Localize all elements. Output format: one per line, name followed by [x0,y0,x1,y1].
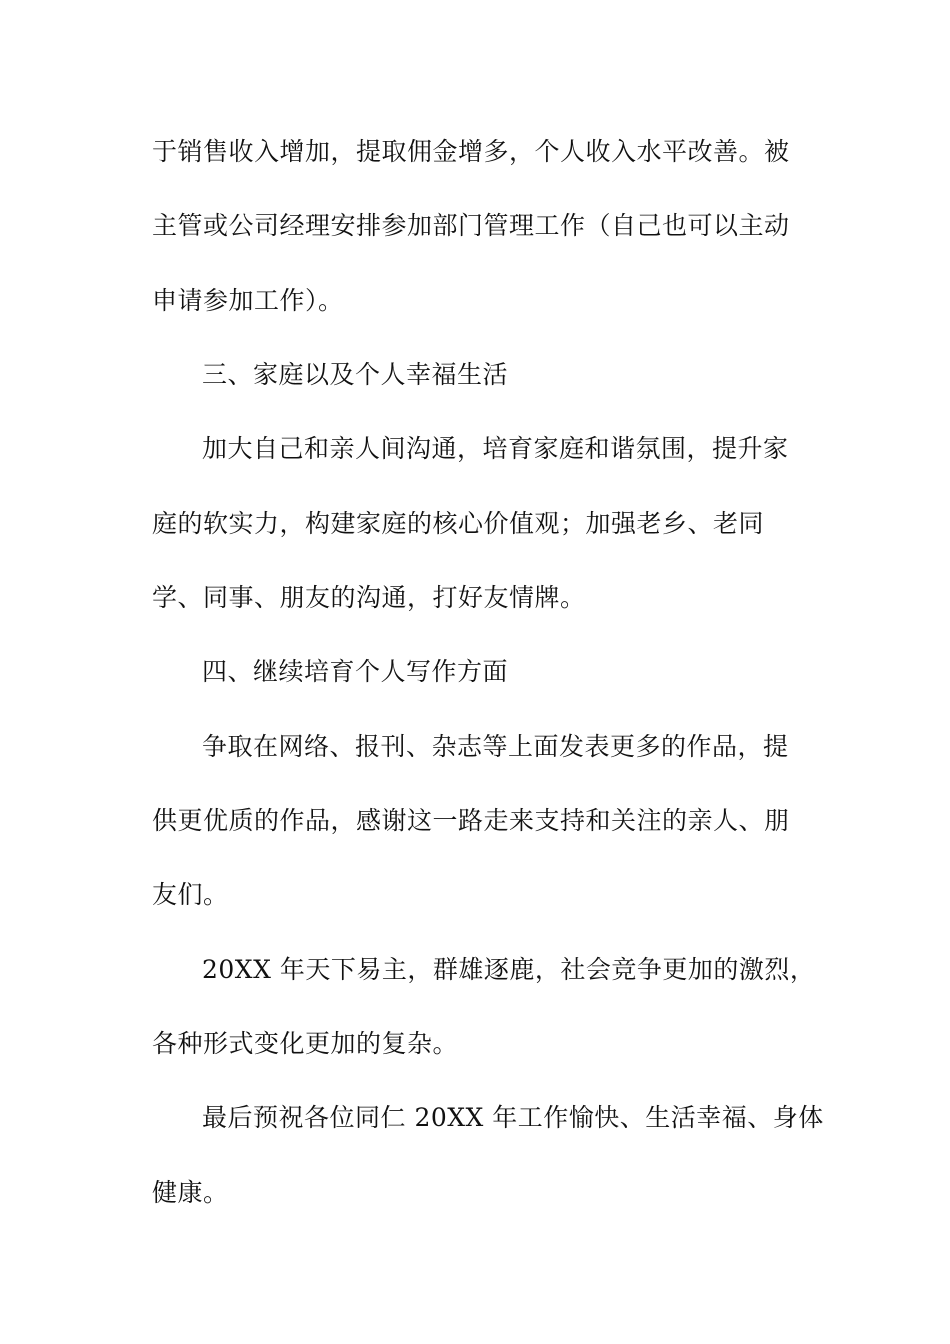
body-text-line: 供更优质的作品，感谢这一路走来支持和关注的亲人、朋 [152,806,790,835]
body-text-line: 各种形式变化更加的复杂。 [152,1029,459,1058]
body-text-line: 20XX 年天下易主，群雄逐鹿，社会竞争更加的激烈， [202,955,816,984]
body-text-line: 申请参加工作）。 [152,286,344,315]
section-heading: 四、继续培育个人写作方面 [202,657,509,686]
body-text-line: 争取在网络、报刊、杂志等上面发表更多的作品，提 [202,732,789,761]
body-text-line: 加大自己和亲人间沟通，培育家庭和谐氛围，提升家 [202,434,789,463]
section-heading: 三、家庭以及个人幸福生活 [202,360,509,389]
body-text-line: 学、同事、朋友的沟通，打好友情牌。 [152,583,586,612]
body-text-line: 友们。 [152,880,229,909]
body-text-line: 最后预祝各位同仁 20XX 年工作愉快、生活幸福、身体 [202,1103,824,1132]
body-text-line: 于销售收入增加，提取佣金增多，个人收入水平改善。被 [152,137,790,166]
body-text-line: 主管或公司经理安排参加部门管理工作（自己也可以主动 [152,211,790,240]
body-text-line: 庭的软实力，构建家庭的核心价值观；加强老乡、老同 [152,509,765,538]
body-text-line: 健康。 [152,1178,229,1207]
